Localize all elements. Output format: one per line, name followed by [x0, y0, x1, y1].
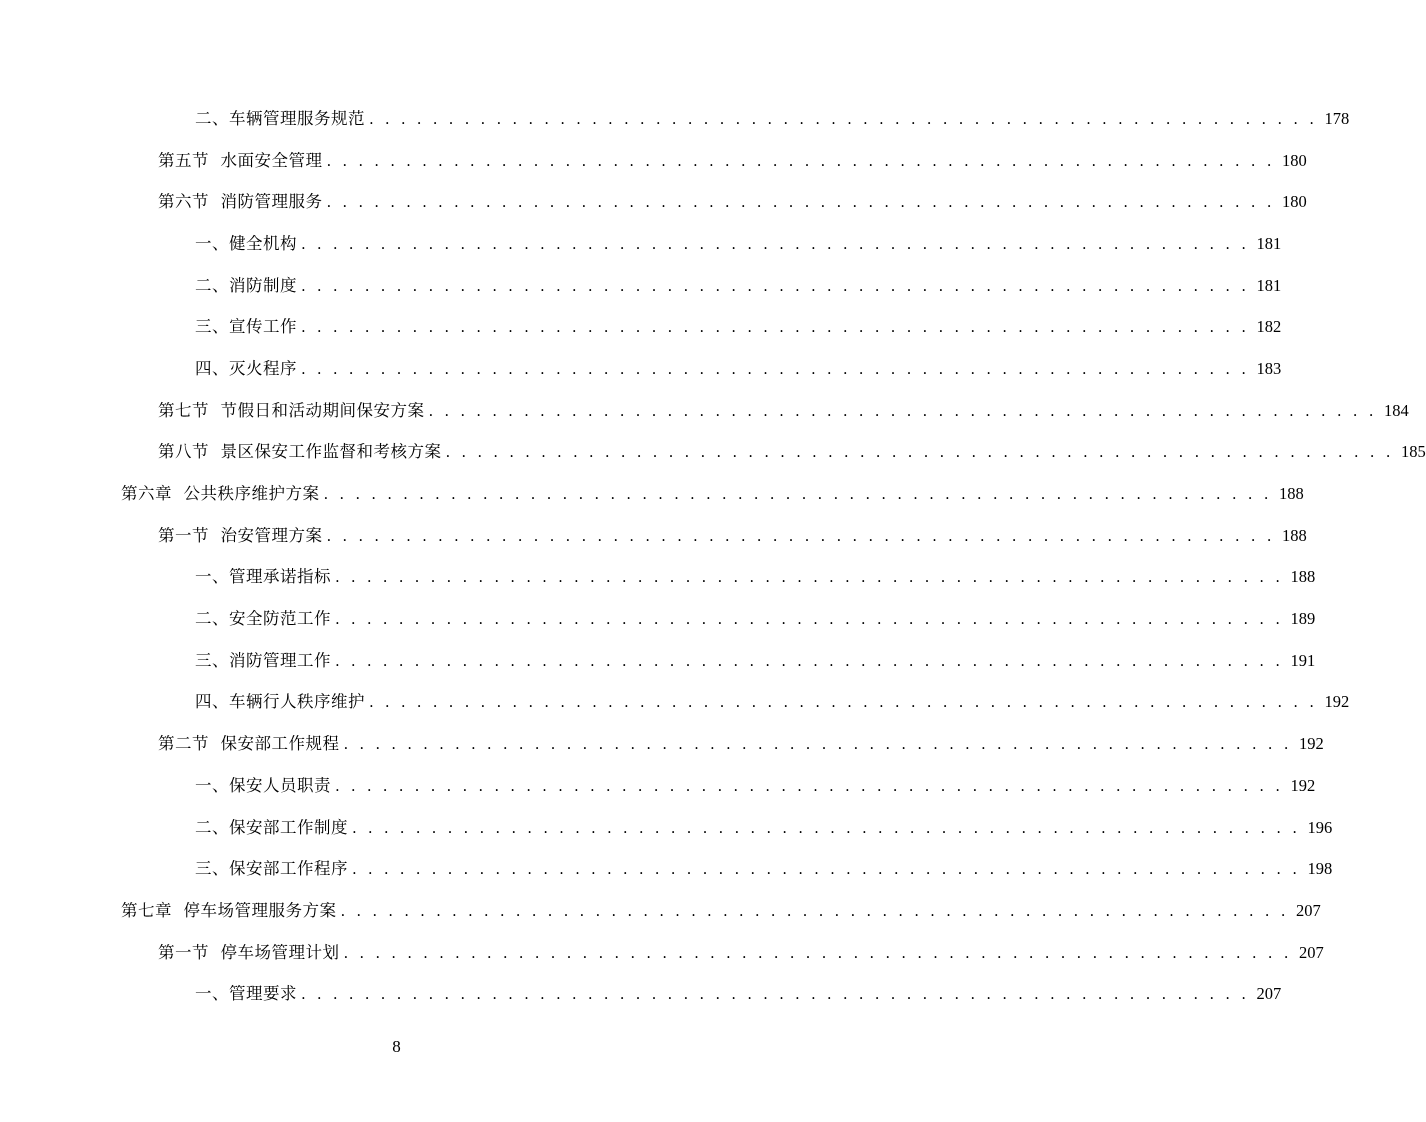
- toc-dot-leader: . . . . . . . . . . . . . . . . . . . . . . . . . . . . . . . . . . . . . . . . . . . . . . . . . . . . . . . . . . . .: [428, 401, 1377, 420]
- toc-entry-title: 第二节 保安部工作规程: [158, 734, 340, 754]
- toc-dot-leader: . . . . . . . . . . . . . . . . . . . . . . . . . . . . . . . . . . . . . . . . . . . . . . . . . . . . . . . . . . . .: [352, 860, 1301, 879]
- toc-dot-leader: . . . . . . . . . . . . . . . . . . . . . . . . . . . . . . . . . . . . . . . . . . . . . . . . . . . . . . . . . . . .: [335, 776, 1284, 795]
- toc-dot-leader: . . . . . . . . . . . . . . . . . . . . . . . . . . . . . . . . . . . . . . . . . . . . . . . . . . . . . . . . . . . .: [335, 651, 1284, 670]
- toc-entry-page: 192: [1298, 734, 1324, 754]
- toc-dot-leader: . . . . . . . . . . . . . . . . . . . . . . . . . . . . . . . . . . . . . . . . . . . . . . . . . . . . . . . . . . . .: [301, 985, 1250, 1004]
- toc-dot-leader: . . . . . . . . . . . . . . . . . . . . . . . . . . . . . . . . . . . . . . . . . . . . . . . . . . . . . . . . . . . .: [335, 568, 1284, 587]
- toc-entry[interactable]: [0, 846, 1333, 888]
- toc-entry[interactable]: [0, 471, 1304, 513]
- toc-entry[interactable]: [0, 513, 1307, 555]
- toc-entry-title: 二、保安部工作制度: [195, 817, 348, 837]
- toc-entry-title: 二、安全防范工作: [195, 609, 331, 629]
- toc-dot-leader: . . . . . . . . . . . . . . . . . . . . . . . . . . . . . . . . . . . . . . . . . . . . . . . . . . . . . . . . . . . .: [445, 443, 1394, 462]
- toc-dot-leader: . . . . . . . . . . . . . . . . . . . . . . . . . . . . . . . . . . . . . . . . . . . . . . . . . . . . . . . . . . . .: [343, 943, 1292, 962]
- toc-entry-title: 一、健全机构: [195, 233, 297, 253]
- toc-entry-page: 181: [1256, 275, 1282, 295]
- toc-entry[interactable]: [0, 805, 1333, 847]
- toc-entry-page: 181: [1256, 233, 1282, 253]
- toc-dot-leader: . . . . . . . . . . . . . . . . . . . . . . . . . . . . . . . . . . . . . . . . . . . . . . . . . . . . . . . . . . . .: [301, 276, 1250, 295]
- toc-entry-title: 一、管理承诺指标: [195, 567, 331, 587]
- toc-entry-title: 四、灭火程序: [195, 358, 297, 378]
- toc-entry-page: 192: [1324, 692, 1350, 712]
- toc-entry[interactable]: [0, 763, 1316, 805]
- toc-dot-leader: . . . . . . . . . . . . . . . . . . . . . . . . . . . . . . . . . . . . . . . . . . . . . . . . . . . . . . . . . . . .: [323, 485, 1272, 504]
- toc-entry-page: 185: [1400, 442, 1426, 462]
- toc-entry-title: 一、保安人员职责: [195, 775, 331, 795]
- table-of-contents: [0, 96, 1426, 1013]
- toc-entry-title: 三、消防管理工作: [195, 650, 331, 670]
- toc-entry-title: 三、保安部工作程序: [195, 859, 348, 879]
- toc-entry[interactable]: [0, 555, 1316, 597]
- toc-entry-title: 第一节 停车场管理计划: [158, 942, 340, 962]
- toc-dot-leader: . . . . . . . . . . . . . . . . . . . . . . . . . . . . . . . . . . . . . . . . . . . . . . . . . . . . . . . . . . . .: [343, 735, 1292, 754]
- toc-entry-title: 二、车辆管理服务规范: [195, 108, 365, 128]
- toc-entry[interactable]: [0, 221, 1282, 263]
- toc-entry-page: 188: [1281, 525, 1307, 545]
- toc-entry[interactable]: [0, 721, 1324, 763]
- toc-entry-page: 180: [1281, 192, 1307, 212]
- toc-entry[interactable]: [0, 304, 1282, 346]
- toc-entry[interactable]: [0, 680, 1350, 722]
- toc-entry[interactable]: [0, 888, 1321, 930]
- toc-entry[interactable]: [0, 971, 1282, 1013]
- toc-entry-title: 第五节 水面安全管理: [158, 150, 323, 170]
- toc-entry-title: 第一节 治安管理方案: [158, 525, 323, 545]
- toc-entry-title: 四、车辆行人秩序维护: [195, 692, 365, 712]
- toc-dot-leader: . . . . . . . . . . . . . . . . . . . . . . . . . . . . . . . . . . . . . . . . . . . . . . . . . . . . . . . . . . . .: [301, 234, 1250, 253]
- toc-entry[interactable]: [0, 638, 1316, 680]
- toc-entry-title: 第七节 节假日和活动期间保安方案: [158, 400, 425, 420]
- toc-entry-page: 180: [1281, 150, 1307, 170]
- toc-entry-title: 二、消防制度: [195, 275, 297, 295]
- toc-entry-page: 192: [1290, 775, 1316, 795]
- toc-dot-leader: . . . . . . . . . . . . . . . . . . . . . . . . . . . . . . . . . . . . . . . . . . . . . . . . . . . . . . . . . . . .: [326, 526, 1275, 545]
- toc-dot-leader: . . . . . . . . . . . . . . . . . . . . . . . . . . . . . . . . . . . . . . . . . . . . . . . . . . . . . . . . . . . .: [335, 610, 1284, 629]
- toc-entry-page: 207: [1256, 984, 1282, 1004]
- toc-entry-title: 一、管理要求: [195, 984, 297, 1004]
- toc-entry-title: 三、宣传工作: [195, 317, 297, 337]
- toc-dot-leader: . . . . . . . . . . . . . . . . . . . . . . . . . . . . . . . . . . . . . . . . . . . . . . . . . . . . . . . . . . . .: [340, 901, 1289, 920]
- toc-entry[interactable]: [0, 596, 1316, 638]
- toc-entry-page: 183: [1256, 358, 1282, 378]
- toc-entry-page: 191: [1290, 650, 1316, 670]
- toc-entry[interactable]: [0, 388, 1409, 430]
- toc-dot-leader: . . . . . . . . . . . . . . . . . . . . . . . . . . . . . . . . . . . . . . . . . . . . . . . . . . . . . . . . . . . .: [326, 193, 1275, 212]
- toc-entry-page: 207: [1298, 942, 1324, 962]
- toc-entry-page: 207: [1295, 900, 1321, 920]
- toc-dot-leader: . . . . . . . . . . . . . . . . . . . . . . . . . . . . . . . . . . . . . . . . . . . . . . . . . . . . . . . . . . . .: [301, 318, 1250, 337]
- toc-entry[interactable]: [0, 346, 1282, 388]
- toc-dot-leader: . . . . . . . . . . . . . . . . . . . . . . . . . . . . . . . . . . . . . . . . . . . . . . . . . . . . . . . . . . . .: [369, 109, 1318, 128]
- toc-dot-leader: . . . . . . . . . . . . . . . . . . . . . . . . . . . . . . . . . . . . . . . . . . . . . . . . . . . . . . . . . . . .: [352, 818, 1301, 837]
- toc-entry[interactable]: [0, 930, 1324, 972]
- toc-entry[interactable]: [0, 96, 1350, 138]
- toc-entry-page: 184: [1383, 400, 1409, 420]
- toc-entry-title: 第六章 公共秩序维护方案: [121, 484, 320, 504]
- toc-entry-page: 178: [1324, 108, 1350, 128]
- toc-dot-leader: . . . . . . . . . . . . . . . . . . . . . . . . . . . . . . . . . . . . . . . . . . . . . . . . . . . . . . . . . . . .: [301, 359, 1250, 378]
- toc-entry-title: 第七章 停车场管理服务方案: [121, 900, 337, 920]
- toc-entry-page: 189: [1290, 609, 1316, 629]
- page-number: 8: [392, 1037, 401, 1056]
- toc-entry-page: 188: [1278, 484, 1304, 504]
- toc-entry[interactable]: [0, 263, 1282, 305]
- toc-entry-title: 第六节 消防管理服务: [158, 192, 323, 212]
- toc-dot-leader: . . . . . . . . . . . . . . . . . . . . . . . . . . . . . . . . . . . . . . . . . . . . . . . . . . . . . . . . . . . .: [369, 693, 1318, 712]
- toc-entry-page: 188: [1290, 567, 1316, 587]
- toc-entry-title: 第八节 景区保安工作监督和考核方案: [158, 442, 442, 462]
- toc-entry-page: 196: [1307, 817, 1333, 837]
- toc-entry-page: 198: [1307, 859, 1333, 879]
- toc-entry[interactable]: [0, 179, 1307, 221]
- toc-dot-leader: . . . . . . . . . . . . . . . . . . . . . . . . . . . . . . . . . . . . . . . . . . . . . . . . . . . . . . . . . . . .: [326, 151, 1275, 170]
- toc-entry[interactable]: [0, 138, 1307, 180]
- toc-entry-page: 182: [1256, 317, 1282, 337]
- toc-entry[interactable]: [0, 430, 1426, 472]
